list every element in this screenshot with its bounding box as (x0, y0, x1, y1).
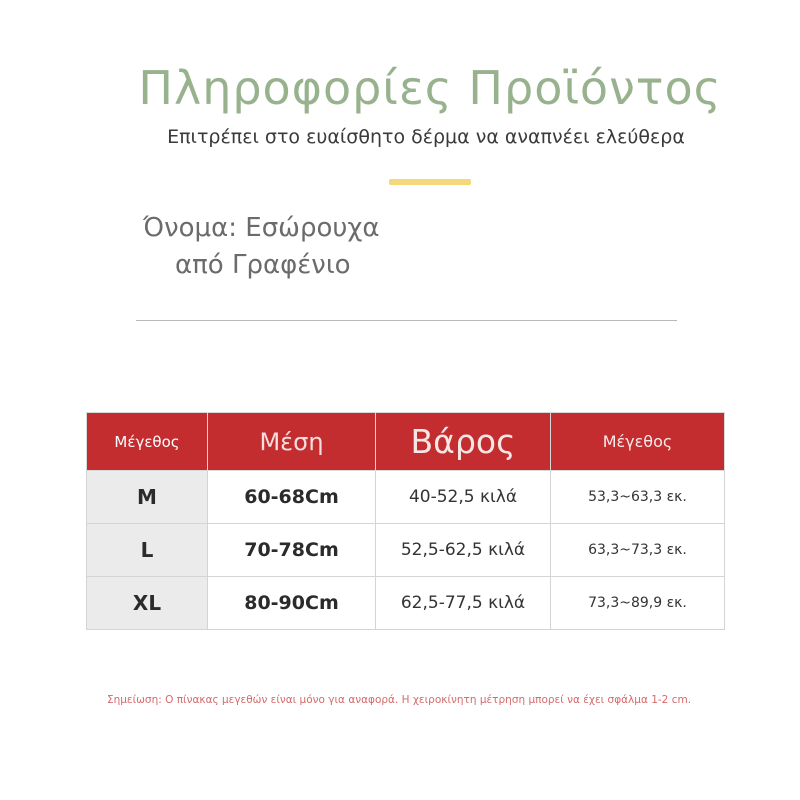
page-title: Πληροφορίες Προϊόντος (138, 60, 722, 115)
height-cell: 73,3~89,9 εκ. (551, 577, 725, 630)
table-row (87, 524, 725, 577)
header-height: Μέγεθος (551, 413, 725, 471)
waist-cell: 70-78Cm (208, 524, 376, 577)
table-row (87, 577, 725, 630)
size-cell: M (87, 471, 208, 524)
product-name-line-2: από Γραφένιο (175, 250, 351, 280)
accent-divider (389, 179, 471, 185)
weight-cell: 52,5-62,5 κιλά (376, 524, 551, 577)
product-name (143, 210, 473, 284)
size-table-header-row (87, 413, 725, 471)
header-waist: Μέση (208, 413, 376, 471)
header-size: Μέγεθος (87, 413, 208, 471)
waist-cell: 60-68Cm (208, 471, 376, 524)
size-table (86, 412, 725, 630)
page-subtitle: Επιτρέπει στο ευαίσθητο δέρμα να αναπνέει ελεύθερα (167, 126, 685, 148)
height-cell: 63,3~73,3 εκ. (551, 524, 725, 577)
table-row (87, 471, 725, 524)
weight-cell: 62,5-77,5 κιλά (376, 577, 551, 630)
height-cell: 53,3~63,3 εκ. (551, 471, 725, 524)
section-divider (136, 320, 677, 321)
waist-cell: 80-90Cm (208, 577, 376, 630)
size-cell: XL (87, 577, 208, 630)
header-weight: Βάρος (376, 413, 551, 471)
product-name-line-1: Όνομα: Εσώρουχα (143, 213, 380, 243)
size-note: Σημείωση: Ο πίνακας μεγεθών είναι μόνο για αναφορά. Η χειροκίνητη μέτρηση μπορεί να έχει σφάλμα 1-2 cm. (106, 694, 692, 706)
weight-cell: 40-52,5 κιλά (376, 471, 551, 524)
size-cell: L (87, 524, 208, 577)
